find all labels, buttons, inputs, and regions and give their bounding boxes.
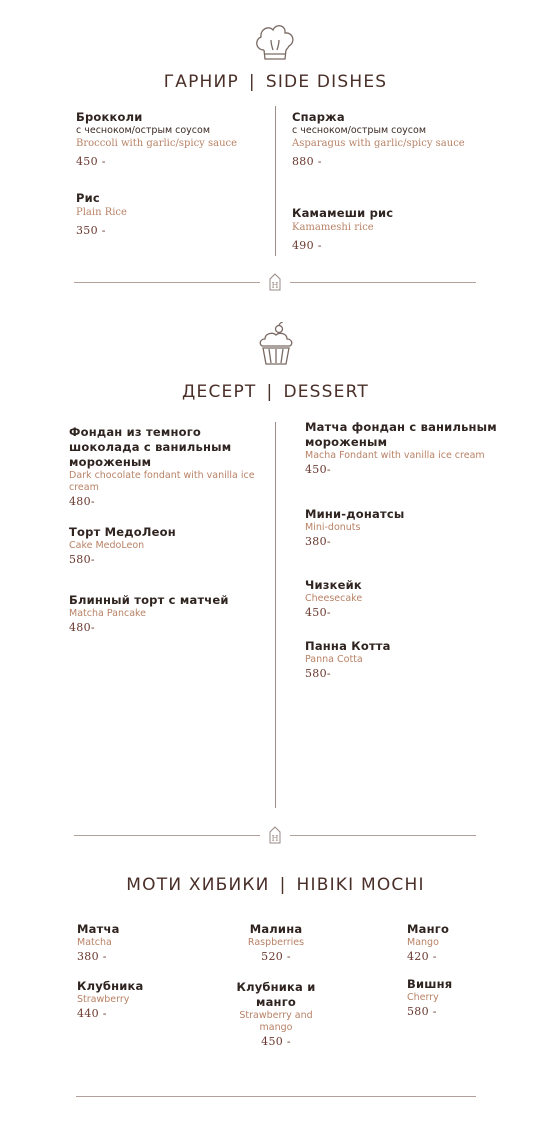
item-name: Вишня — [407, 977, 453, 991]
item-price: 440 - — [77, 1007, 107, 1020]
item-name: Клубника и манго — [236, 980, 316, 1009]
cupcake-icon — [257, 322, 295, 368]
item-name: Блинный торт с матчей — [69, 593, 229, 607]
item-english-name: Dark chocolate fondant with vanilla ice cream — [69, 470, 255, 493]
item-english-name: Panna Cotta — [305, 654, 363, 665]
mochi-title-en: HIBIKI MOCHI — [296, 875, 425, 895]
section-divider-right — [290, 282, 476, 283]
item-price: 580 - — [407, 1005, 437, 1018]
item-name: Клубника — [77, 979, 144, 993]
item-english-name: Plain Rice — [76, 207, 127, 218]
section-divider-right — [290, 835, 476, 836]
item-name: Фондан из темного шоколада с ванильным мороженым — [69, 425, 232, 469]
item-english-name: Strawberry and mango — [239, 1010, 313, 1033]
mochi-title-ru: МОТИ ХИБИКИ — [126, 875, 270, 895]
hibiki-mark-icon — [268, 272, 282, 292]
item-english-name: Broccoli with garlic/spicy sauce — [76, 138, 238, 149]
item-english-name: Cherry — [407, 992, 439, 1003]
menu-item-broccoli — [76, 110, 281, 170]
item-price: 350 - — [76, 224, 106, 237]
item-price: 450 - — [261, 1035, 291, 1048]
item-price: 450- — [305, 463, 331, 476]
item-name: Матча — [77, 922, 120, 936]
menu-item-mini-donuts — [305, 507, 505, 550]
item-price: 450- — [305, 606, 331, 619]
item-price: 580- — [69, 553, 95, 566]
item-price: 380- — [305, 535, 331, 548]
item-name: Камамеши рис — [292, 206, 394, 220]
item-name: Рис — [76, 191, 100, 205]
menu-item-mochi-cherry — [407, 977, 507, 1020]
item-price: 420 - — [407, 950, 437, 963]
menu-item-mochi-matcha — [77, 922, 187, 965]
section-divider-left — [74, 835, 260, 836]
item-price: 480- — [69, 621, 95, 634]
item-english-name: Matcha Pancake — [69, 608, 147, 619]
hibiki-mark-letter: H — [271, 834, 279, 843]
menu-item-panna-cotta — [305, 639, 505, 682]
item-name: Чизкейк — [305, 578, 362, 592]
menu-item-matcha-fondant — [305, 420, 505, 478]
item-english-name: Raspberries — [247, 937, 305, 948]
item-english-name: Kamameshi rice — [292, 222, 374, 233]
item-english-name: Cake MedoLeon — [69, 540, 145, 551]
menu-item-chocolate-fondant — [69, 425, 264, 510]
item-english-name: Cheesecake — [305, 593, 363, 604]
title-separator: | — [279, 875, 287, 895]
item-name: Брокколи — [76, 110, 143, 124]
item-name: Мини-донатсы — [305, 507, 405, 521]
menu-item-matcha-pancake — [69, 593, 264, 636]
item-english-name: Strawberry — [77, 994, 130, 1005]
mochi-title — [0, 875, 551, 895]
item-english-name: Matcha — [77, 937, 112, 948]
dessert-title-ru: ДЕСЕРТ — [182, 382, 257, 402]
footer-divider — [76, 1096, 476, 1097]
item-english-name: Macha Fondant with vanilla ice cream — [305, 450, 485, 461]
menu-item-asparagus — [292, 110, 467, 170]
item-name: Манго — [407, 922, 450, 936]
menu-item-medoleon-cake — [69, 525, 264, 568]
dessert-column-divider — [275, 422, 276, 808]
section-divider-left — [74, 282, 260, 283]
item-price: 880 - — [292, 155, 322, 168]
side-dishes-title — [0, 72, 551, 92]
dessert-title-en: DESSERT — [283, 382, 369, 402]
menu-item-cheesecake — [305, 578, 505, 621]
item-english-name: Mini-donuts — [305, 522, 361, 533]
item-name: Малина — [249, 922, 303, 936]
side-dishes-title-ru: ГАРНИР — [163, 72, 239, 92]
item-name: Торт МедоЛеон — [69, 525, 176, 539]
item-name: Матча фондан с ванильным мороженым — [305, 420, 497, 449]
item-price: 580- — [305, 667, 331, 680]
item-subtitle: с чесноком/острым соусом — [76, 125, 211, 136]
item-price: 480- — [69, 495, 95, 508]
title-separator: | — [266, 382, 274, 402]
item-english-name: Asparagus with garlic/spicy sauce — [292, 138, 465, 149]
item-price: 450 - — [76, 155, 106, 168]
item-price: 380 - — [77, 950, 107, 963]
item-english-name: Mango — [407, 937, 439, 948]
menu-item-mochi-strawberry — [77, 979, 187, 1022]
item-name: Панна Котта — [305, 639, 391, 653]
menu-item-mochi-strawberry-mango — [226, 980, 326, 1050]
title-separator: | — [248, 72, 256, 92]
dessert-title — [0, 382, 551, 402]
item-price: 520 - — [261, 950, 291, 963]
item-name: Спаржа — [292, 110, 345, 124]
menu-item-kamameshi-rice — [292, 206, 497, 254]
menu-item-mochi-mango — [407, 922, 507, 965]
menu-item-rice — [76, 191, 281, 239]
hibiki-mark-letter: H — [271, 281, 279, 290]
item-price: 490 - — [292, 239, 322, 252]
menu-item-mochi-raspberries — [220, 922, 332, 965]
hibiki-mark-icon — [268, 825, 282, 845]
chef-hat-icon — [252, 20, 298, 64]
side-dishes-title-en: SIDE DISHES — [265, 72, 388, 92]
item-subtitle: с чесноком/острым соусом — [292, 125, 427, 136]
